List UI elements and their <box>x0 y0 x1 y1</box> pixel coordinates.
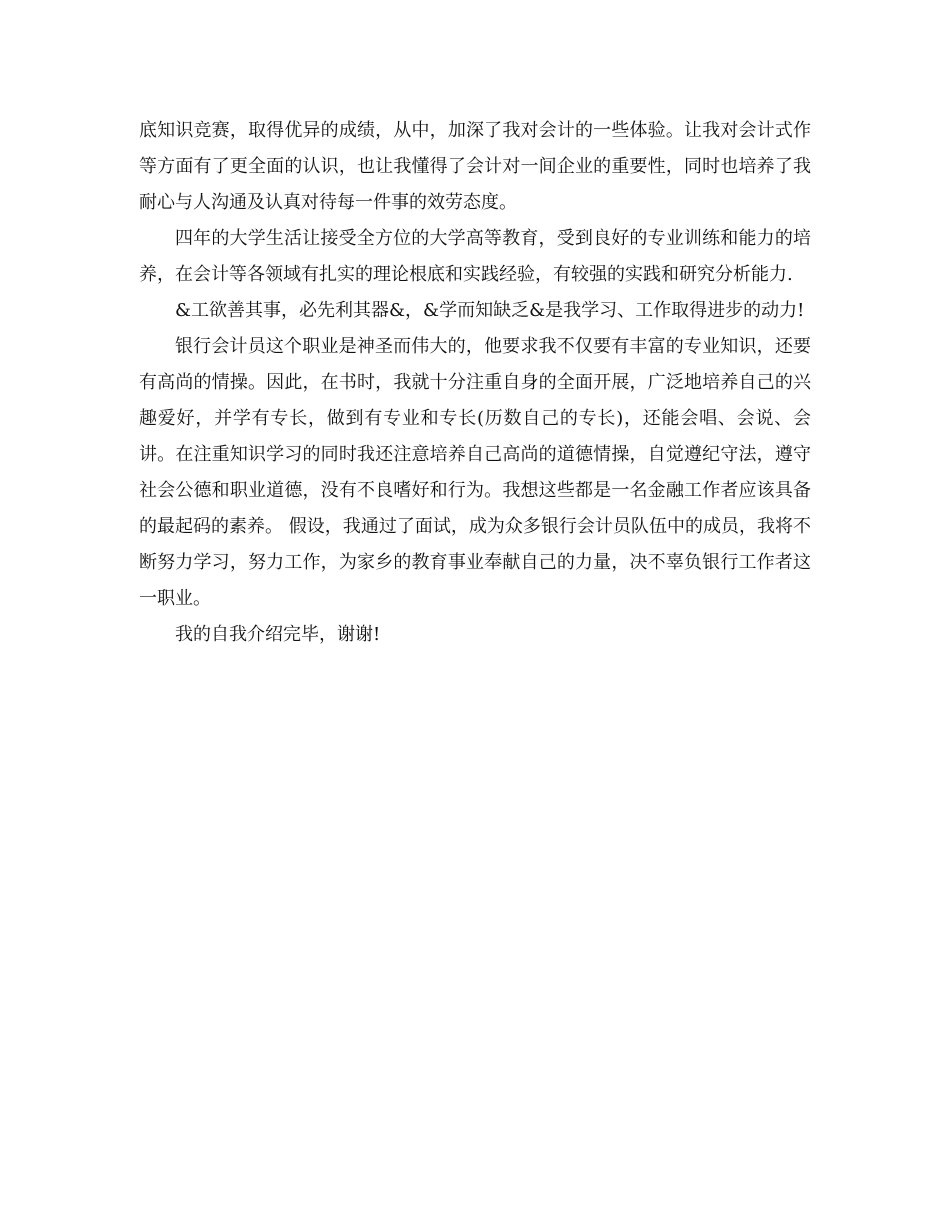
paragraph-closing: 我的自我介绍完毕，谢谢! <box>175 624 381 645</box>
paragraph-university-life: 四年的大学生活让接受全方位的大学高等教育，受到良好的专业训练和能力的培养，在会计等各领域有扎实的理论根底和实践经验，有较强的实践和研究分析能力. <box>139 228 811 285</box>
paragraph-motto: &工欲善其事，必先利其器&，&学而知缺乏&是我学习、工作取得进步的动力! <box>175 300 805 321</box>
paragraph-continuation: 底知识竞赛，取得优异的成绩，从中，加深了我对会计的一些体验。让我对会计式作等方面有了更全面的认识，也让我懂得了会计对一间企业的重要性，同时也培养了我耐心与人沟通及认真对待每一件事的效劳态度。 <box>139 120 811 213</box>
document-body <box>139 113 811 653</box>
paragraph-bank-accountant: 银行会计员这个职业是神圣而伟大的，他要求我不仅要有丰富的专业知识，还要有高尚的情操。因此，在书时，我就十分注重自身的全面开展，广泛地培养自己的兴趣爱好，并学有专长，做到有专业和专长(历数自己的专长)，还能会唱、会说、会讲。在注重知识学习的同时我还注意培养自己高尚的道德情操，自觉遵纪守法，遵守社会公德和职业道德，没有不良嗜好和行为。我想这些都是一名金融工作者应该具备的最起码的素养。 假设，我通过了面试，成为众多银行会计员队伍中的成员，我将不断努力学习，努力工作，为家乡的教育事业奉献自己的力量，决不辜负银行工作者这一职业。 <box>139 336 811 609</box>
